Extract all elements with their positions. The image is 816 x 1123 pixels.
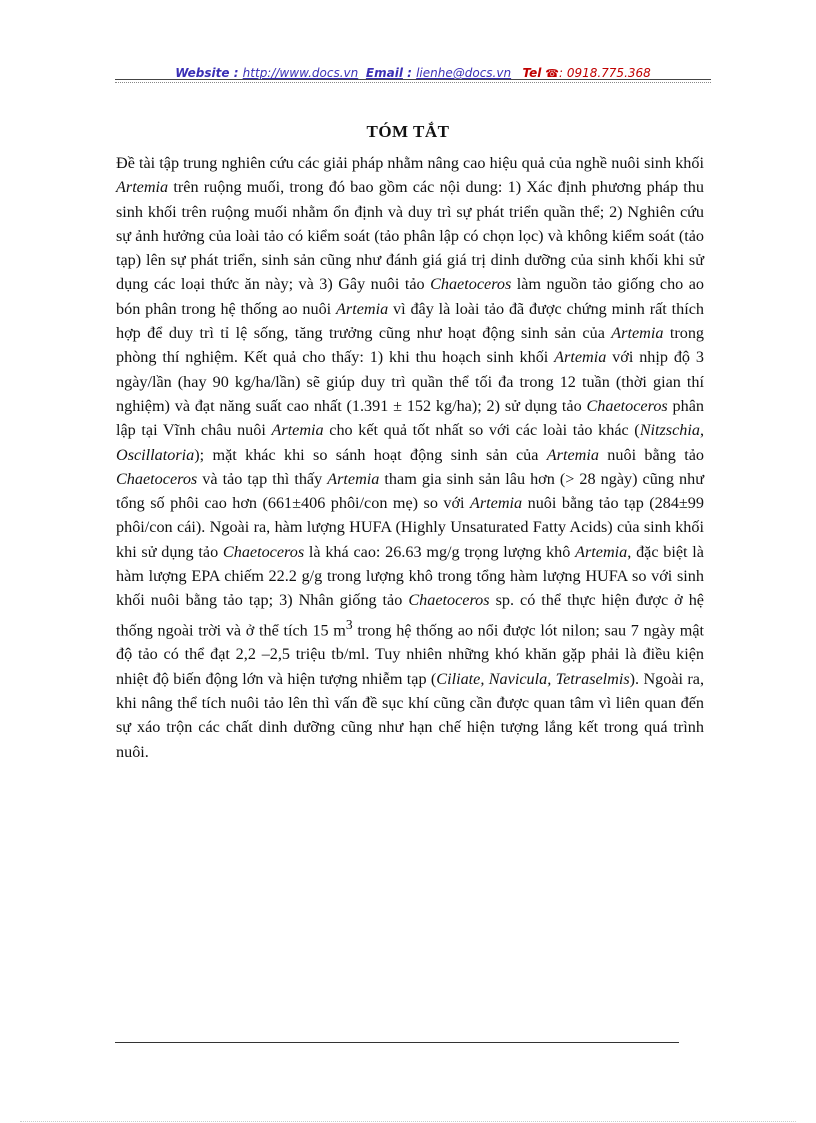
footer-rule xyxy=(115,1042,679,1043)
page-bottom-edge xyxy=(20,1121,796,1122)
email-label: Email xyxy=(365,66,403,80)
page-header xyxy=(115,64,711,84)
tel-label: Tel xyxy=(522,66,542,80)
phone-icon: ☎ xyxy=(545,67,559,80)
header-rule-dotted xyxy=(115,82,711,83)
page-title: TÓM TẮT xyxy=(366,122,450,141)
website-label: Website xyxy=(175,66,230,80)
website-link[interactable]: http://www.docs.vn xyxy=(242,66,359,80)
abstract-paragraph: Đề tài tập trung nghiên cứu các giải pháp nhằm nâng cao hiệu quả của nghề nuôi sinh khối Artemia trên ruộng muối, trong đó bao gồm các nội dung: 1) Xác định phương pháp thu sinh khối trên ruộng muối nhằm ổn định và duy trì sự phát triển quần thể; 2) Nghiên cứu sự ảnh hưởng của loài tảo có kiểm soát (tảo phân lập có chọn lọc) và không kiểm soát (tảo tạp) lên sự phát triển, sinh sản cũng như đánh giá giá trị dinh dưỡng của sinh khối khi sử dụng các loại thức ăn này; và 3) Gây nuôi tảo Chaetoceros làm nguồn tảo giống cho ao bón phân trong hệ thống ao nuôi Artemia vì đây là loài tảo đã được chứng minh rất thích hợp để duy trì tỉ lệ sống, tăng trưởng cũng như hoạt động sinh sản của Artemia trong phòng thí nghiệm. Kết quả cho thấy: 1) khi thu hoạch sinh khối Artemia với nhịp độ 3 ngày/lần (hay 90 kg/ha/lần) sẽ giúp duy trì quần thể tối đa trong 12 tuần (thời gian thí nghiệm) và đạt năng suất cao nhất (1.391 ± 152 kg/ha); 2) sử dụng tảo Chaetoceros phân lập tại Vĩnh châu nuôi Artemia cho kết quả tốt nhất so với các loài tảo khác (Nitzschia, Oscillatoria); mặt khác khi so sánh hoạt động sinh sản của Artemia nuôi bằng tảo Chaetoceros và tảo tạp thì thấy Artemia tham gia sinh sản lâu hơn (> 28 ngày) cũng như tổng số phôi cao hơn (661±406 phôi/con mẹ) so với Artemia nuôi bằng tảo tạp (284±99 phôi/con cái). Ngoài ra, hàm lượng HUFA (Highly Unsaturated Fatty Acids) của sinh khối khi sử dụng tảo Chaetoceros là khá cao: 26.63 mg/g trọng lượng khô Artemia, đặc biệt là hàm lượng EPA chiếm 22.2 g/g trong lượng khô trong tổng hàm lượng HUFA so với sinh khối nuôi bằng tảo tạp; 3) Nhân giống tảo Chaetoceros sp. có thể thực hiện được ở hệ thống ngoài trời và ở thể tích 15 $m^3$ trong hệ thống ao nổi được lót nilon; sau 7 ngày mật độ tảo có thể đạt 2,2 –2,5 triệu tb/ml. Tuy nhiên những khó khăn gặp phải là điều kiện nhiệt độ biến động lớn và hiện tượng nhiễm tạp (Ciliate, Navicula, Tetraselmis). Ngoài ra, khi nâng thể tích nuôi tảo lên thì vấn đề sục khí cũng cần được quan tâm vì liên quan đến sự xáo trộn các chất dinh dưỡng cũng như hạn chế hiện tượng lắng kết trong quá trình nuôi. xyxy=(116,154,705,761)
email-link[interactable]: lienhe@docs.vn xyxy=(416,66,512,80)
tel-number: 0918.775.368 xyxy=(566,66,651,80)
header-text: Website : http://www.docs.vn Email : lienhe@docs.vn Tel ☎: 0918.775.368 xyxy=(175,66,651,80)
